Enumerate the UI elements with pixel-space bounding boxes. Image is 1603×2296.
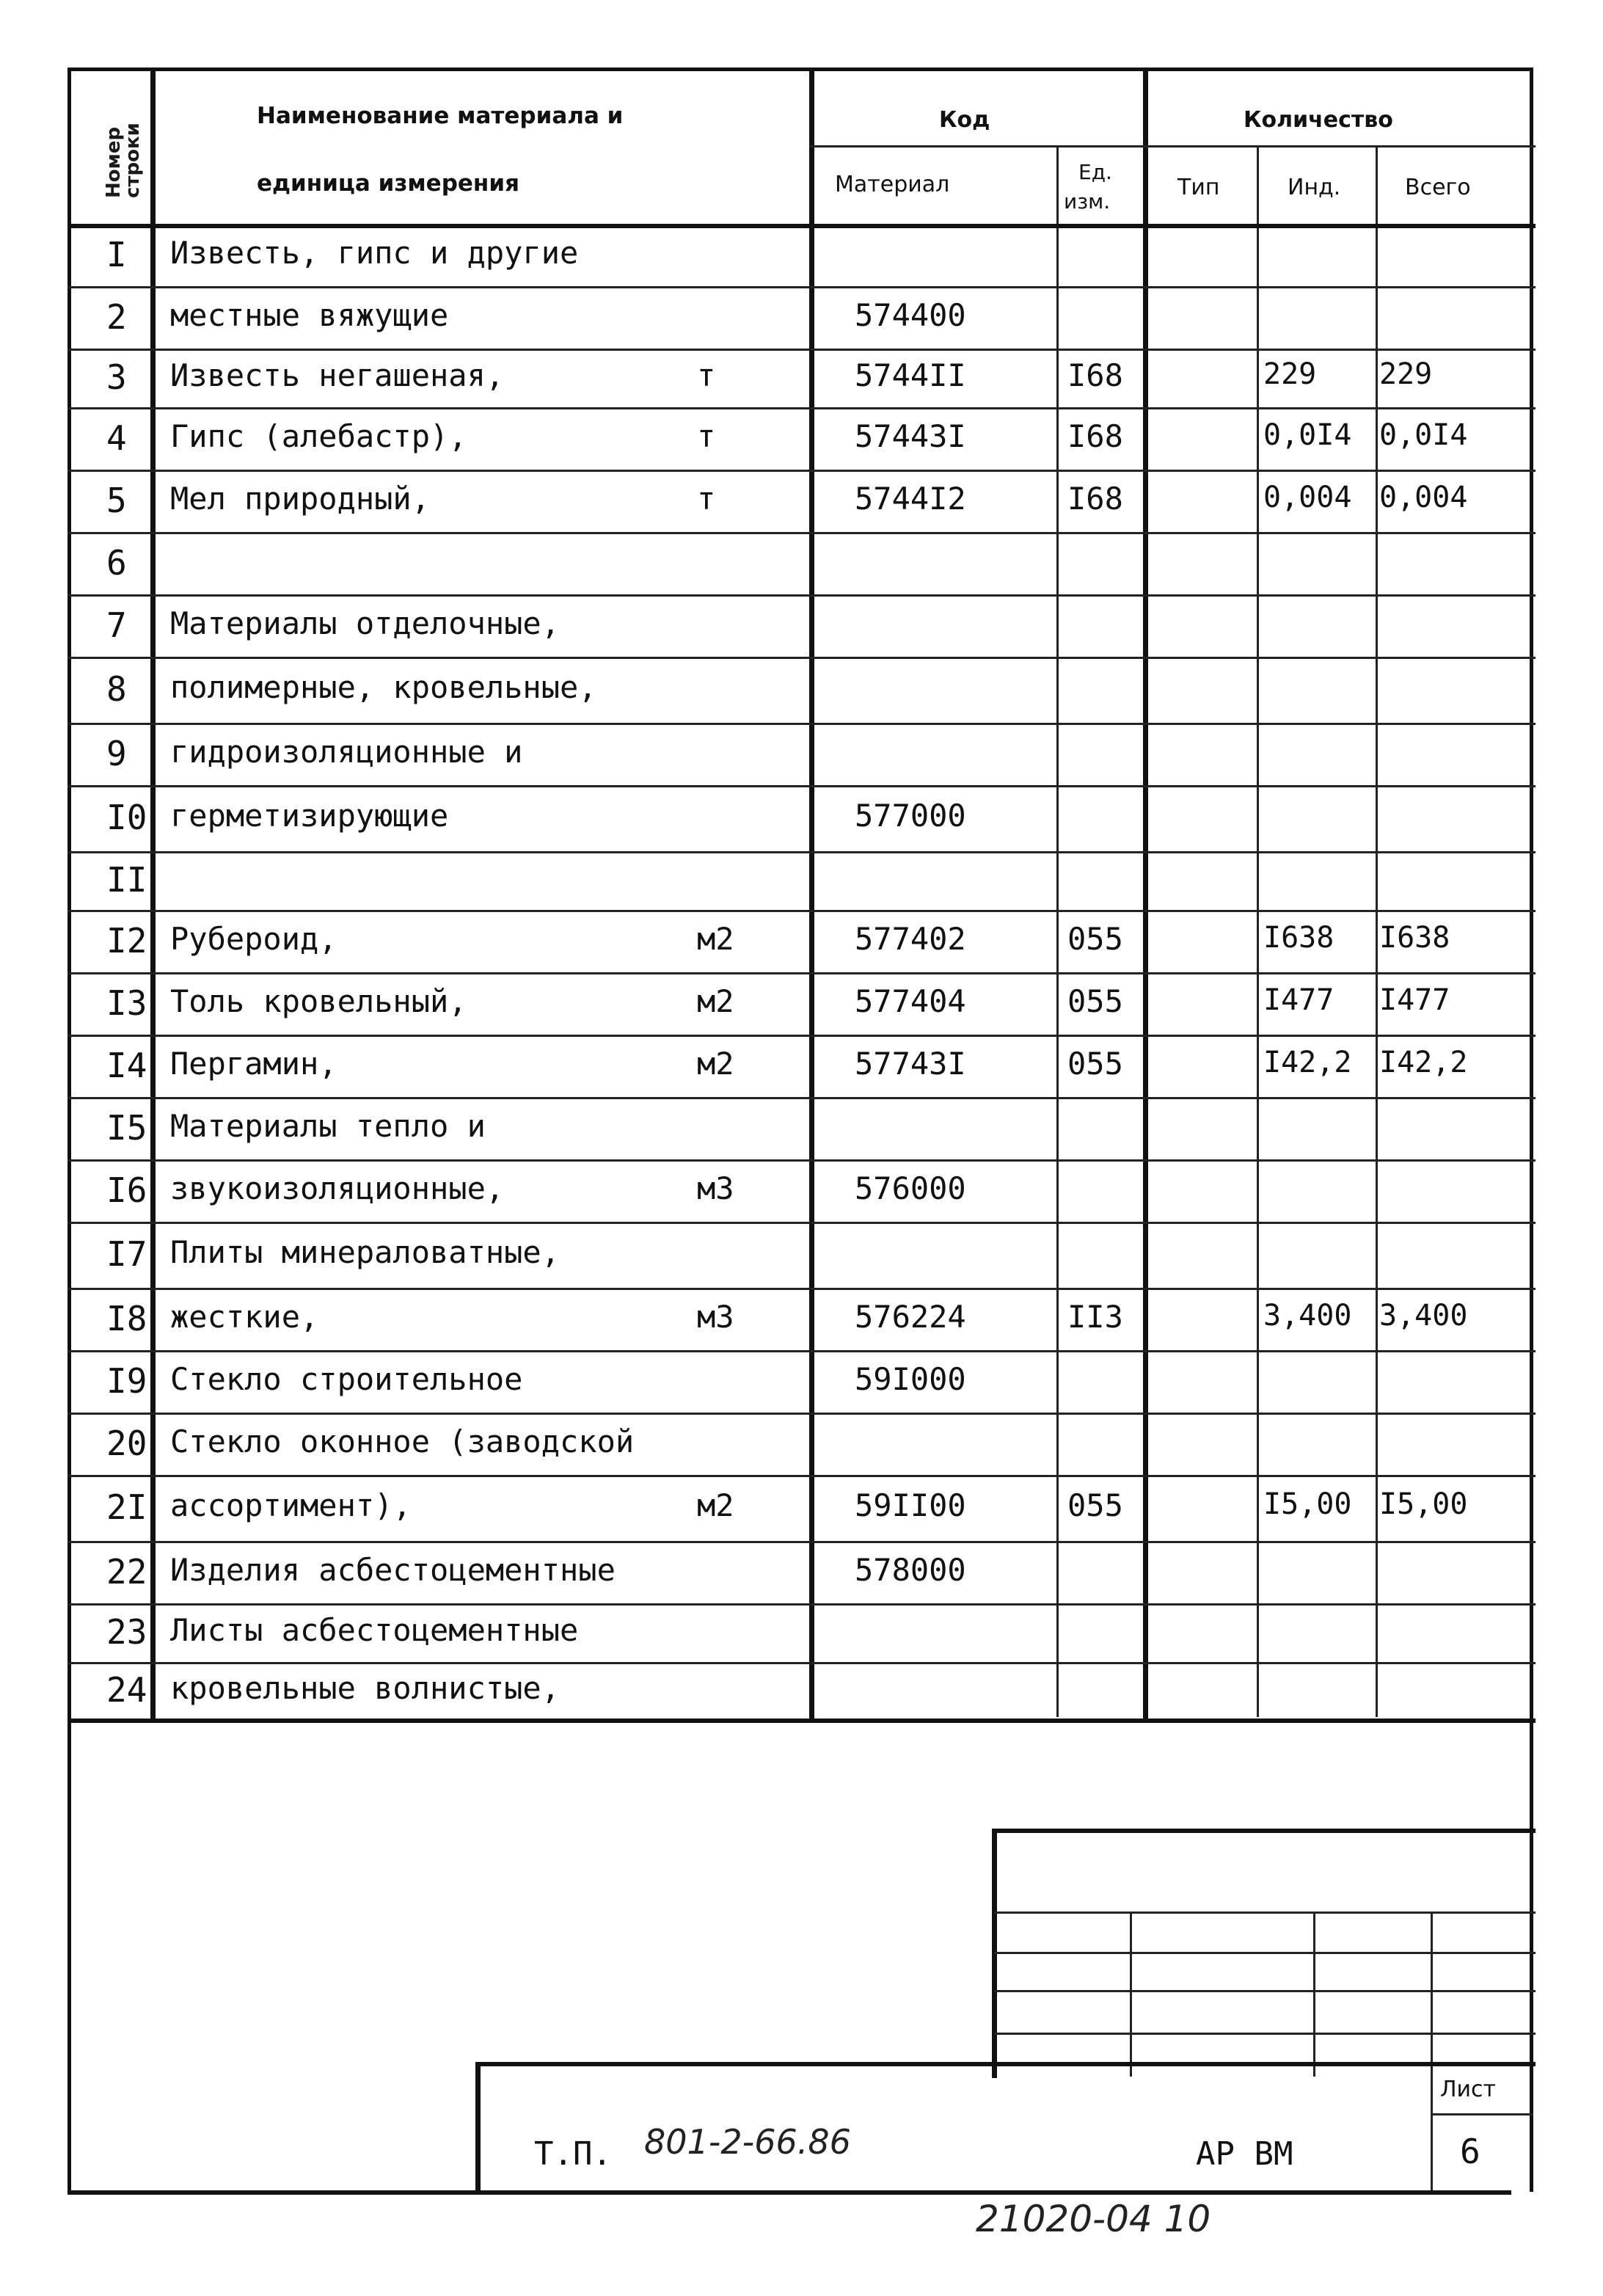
row-divider xyxy=(67,594,1536,597)
unit-code: II3 xyxy=(1067,1298,1123,1335)
qty-total: 3,400 xyxy=(1379,1298,1468,1333)
col-sep-name xyxy=(809,68,814,1719)
stamp-grid-line xyxy=(994,1990,1536,1992)
qty-ind: I5,00 xyxy=(1263,1487,1352,1521)
material-code: 59II00 xyxy=(855,1487,966,1523)
row-number: 22 xyxy=(106,1551,147,1592)
unit-name: т xyxy=(697,480,716,517)
row-divider xyxy=(67,349,1536,351)
row-number: I7 xyxy=(106,1234,147,1274)
row-number: I5 xyxy=(106,1107,147,1148)
row-divider xyxy=(67,1475,1536,1477)
material-name: Толь кровельный, xyxy=(170,983,467,1019)
row-divider xyxy=(67,470,1536,472)
row-number: I3 xyxy=(106,983,147,1023)
unit-code: I68 xyxy=(1067,357,1123,393)
unit-header-line1: Ед. xyxy=(1078,160,1112,184)
material-code: 576000 xyxy=(855,1170,966,1206)
unit-code: 055 xyxy=(1067,920,1123,957)
qty-total: I477 xyxy=(1379,983,1450,1017)
unit-name: м3 xyxy=(697,1170,734,1206)
table-bottom-line xyxy=(67,1719,1536,1723)
row-divider xyxy=(67,1097,1536,1099)
row-divider xyxy=(67,657,1536,659)
stamp-grid-vline xyxy=(1431,1911,1433,2190)
material-code: 5744I2 xyxy=(855,480,966,517)
material-code: 57743I xyxy=(855,1045,966,1082)
unit-name: м2 xyxy=(697,1487,734,1523)
qty-ind: 229 xyxy=(1263,357,1317,391)
stamp-grid-vline xyxy=(1130,1911,1132,2077)
material-name: Изделия асбестоцементные xyxy=(170,1551,616,1588)
stamp-strip-top xyxy=(475,2062,1536,2066)
row-number: 8 xyxy=(106,669,127,709)
row-divider xyxy=(67,1413,1536,1415)
row-number: I4 xyxy=(106,1045,147,1085)
row-number: 6 xyxy=(106,542,127,583)
unit-code: 055 xyxy=(1067,1045,1123,1082)
handwritten-footer-number: 21020-04 10 xyxy=(976,2198,1211,2240)
material-code: 574400 xyxy=(855,296,966,333)
tp-number: 801-2-66.86 xyxy=(644,2122,851,2162)
material-code: 577402 xyxy=(855,920,966,957)
row-number: 20 xyxy=(106,1423,147,1463)
material-name: полимерные, кровельные, xyxy=(170,669,597,705)
name-header-line1: Наименование материала и xyxy=(257,103,624,129)
sheet-label: Лист xyxy=(1440,2077,1497,2102)
material-name: кровельные волнистые, xyxy=(170,1669,560,1706)
material-name: звукоизоляционные, xyxy=(170,1170,505,1206)
material-name: герметизирующие xyxy=(170,798,449,834)
stamp-grid-line xyxy=(994,1911,1536,1914)
material-name: Стекло оконное (заводской xyxy=(170,1423,635,1459)
material-code: 576224 xyxy=(855,1298,966,1335)
unit-code: I68 xyxy=(1067,480,1123,517)
frame-bottom-line xyxy=(67,2190,1511,2195)
row-number: I6 xyxy=(106,1170,147,1210)
material-name: Материалы отделочные, xyxy=(170,605,560,641)
row-number: 2 xyxy=(106,296,127,337)
material-name: Известь негашеная, xyxy=(170,357,505,393)
qty-ind: 3,400 xyxy=(1263,1298,1352,1333)
name-header-line2: единица измерения xyxy=(257,170,519,197)
row-divider xyxy=(67,1288,1536,1290)
row-number-header: Номер строки xyxy=(103,123,144,198)
row-number: I xyxy=(106,234,127,274)
row-divider xyxy=(67,1541,1536,1543)
qty-ind: 0,0I4 xyxy=(1263,418,1352,452)
stamp-strip-left xyxy=(475,2062,481,2193)
row-divider xyxy=(67,1662,1536,1664)
unit-code: I68 xyxy=(1067,418,1123,454)
qty-total: 229 xyxy=(1379,357,1433,391)
stamp-top-line xyxy=(994,1829,1536,1833)
quantity-header: Количество xyxy=(1244,107,1393,133)
material-name: Стекло строительное xyxy=(170,1360,523,1397)
qty-ind: 0,004 xyxy=(1263,480,1352,514)
row-divider xyxy=(67,1350,1536,1352)
material-name: жесткие, xyxy=(170,1298,319,1335)
material-name: гидроизоляционные и xyxy=(170,733,523,770)
col-sep-qty xyxy=(1143,68,1148,1719)
qty-ind: I477 xyxy=(1263,983,1334,1017)
row-divider xyxy=(67,1159,1536,1162)
row-divider xyxy=(67,286,1536,288)
doc-code: АР ВМ xyxy=(1196,2135,1293,2173)
material-name: ассортимент), xyxy=(170,1487,412,1523)
qty-total: 0,004 xyxy=(1379,480,1468,514)
header-bottom-line xyxy=(67,224,1536,228)
unit-code: 055 xyxy=(1067,1487,1123,1523)
stamp-grid-line xyxy=(994,1952,1536,1954)
material-code: 57443I xyxy=(855,418,966,454)
row-number: 3 xyxy=(106,357,127,397)
unit-name: т xyxy=(697,418,716,454)
material-code: 577000 xyxy=(855,798,966,834)
col-sep-ind xyxy=(1376,147,1378,1717)
row-number: 7 xyxy=(106,605,127,645)
row-number: 2I xyxy=(106,1487,147,1527)
row-divider xyxy=(67,532,1536,534)
type-header: Тип xyxy=(1177,175,1220,200)
row-number: I9 xyxy=(106,1360,147,1401)
row-number: II xyxy=(106,860,147,900)
stamp-grid-line xyxy=(994,2033,1536,2035)
material-name: Гипс (алебастр), xyxy=(170,418,467,454)
row-number: 4 xyxy=(106,418,127,458)
unit-name: м3 xyxy=(697,1298,734,1335)
ind-header: Инд. xyxy=(1288,175,1341,200)
unit-name: м2 xyxy=(697,1045,734,1082)
qty-total: I5,00 xyxy=(1379,1487,1468,1521)
row-divider xyxy=(67,910,1536,912)
material-code: 5744II xyxy=(855,357,966,393)
material-code: 577404 xyxy=(855,983,966,1019)
material-name: Мел природный, xyxy=(170,480,431,517)
unit-name: м2 xyxy=(697,920,734,957)
row-divider xyxy=(67,851,1536,853)
qty-total: I42,2 xyxy=(1379,1045,1468,1079)
row-number: I2 xyxy=(106,920,147,961)
header-mid-line xyxy=(809,145,1536,147)
col-sep-unit xyxy=(1056,147,1059,1717)
material-name: Листы асбестоцементные xyxy=(170,1612,579,1648)
row-divider xyxy=(67,1222,1536,1224)
material-code: 578000 xyxy=(855,1551,966,1588)
sheet-number: 6 xyxy=(1460,2132,1480,2171)
code-header: Код xyxy=(939,107,990,133)
material-name: Плиты минераловатные, xyxy=(170,1234,560,1270)
row-number: 9 xyxy=(106,733,127,773)
total-header: Всего xyxy=(1405,175,1471,200)
qty-ind: I638 xyxy=(1263,920,1334,955)
unit-header-line2: изм. xyxy=(1064,189,1111,214)
material-header: Материал xyxy=(835,172,950,197)
row-number: 24 xyxy=(106,1669,147,1710)
unit-name: м2 xyxy=(697,983,734,1019)
row-number: 23 xyxy=(106,1612,147,1652)
material-name: Пергамин, xyxy=(170,1045,337,1082)
row-divider xyxy=(67,785,1536,787)
row-number: I8 xyxy=(106,1298,147,1338)
stamp-grid-vline xyxy=(1313,1911,1315,2077)
material-name: Известь, гипс и другие xyxy=(170,234,579,271)
row-divider xyxy=(67,1603,1536,1606)
row-number: 5 xyxy=(106,480,127,520)
row-divider xyxy=(67,972,1536,974)
col-sep-type xyxy=(1257,147,1259,1717)
qty-total: 0,0I4 xyxy=(1379,418,1468,452)
unit-code: 055 xyxy=(1067,983,1123,1019)
material-name: Материалы тепло и xyxy=(170,1107,486,1144)
unit-name: т xyxy=(697,357,716,393)
col-sep-rownum xyxy=(150,68,156,1719)
material-code: 59I000 xyxy=(855,1360,966,1397)
row-number: I0 xyxy=(106,798,147,837)
tp-label: Т.П. xyxy=(534,2135,612,2173)
row-divider xyxy=(67,723,1536,725)
qty-ind: I42,2 xyxy=(1263,1045,1352,1079)
sheet-cell-line xyxy=(1431,2113,1533,2115)
row-divider xyxy=(67,1035,1536,1037)
material-name: местные вяжущие xyxy=(170,296,449,333)
row-divider xyxy=(67,407,1536,409)
material-name: Рубероид, xyxy=(170,920,337,957)
qty-total: I638 xyxy=(1379,920,1450,955)
